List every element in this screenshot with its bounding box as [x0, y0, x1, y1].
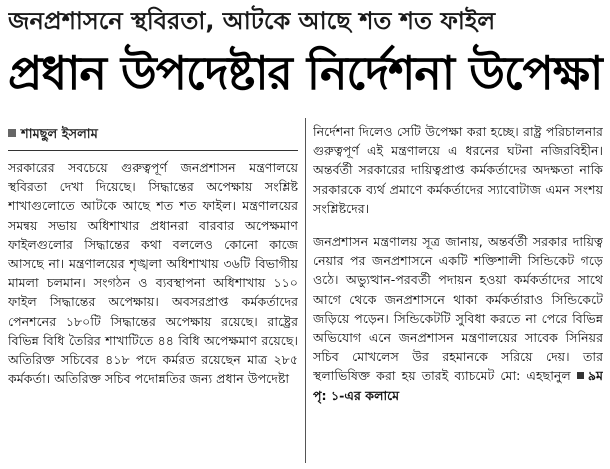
article-paragraph [313, 232, 603, 405]
byline-square-icon [8, 129, 16, 137]
article-paragraph: নির্দেশনা দিলেও সেটি উপেক্ষা করা হচ্ছে। রাষ্ট্র পরিচালনার গুরুত্বপূর্ণ এই মন্ত্রণালয়ে এ ধরনের ঘটনা নজিরবিহীন। অন্তর্বর্তী সরকারের দায়িত্বপ্রাপ্ত কর্মকর্তাদের অদক্ষতা নাকি সরকারকে ব্যর্থ প্রমাণে কর্মকর্তাদের স্যাবোটাজ এমন সংশয় সংশ্লিষ্টদের। [313, 124, 603, 216]
column-divider [305, 118, 306, 463]
article-paragraph-text: জনপ্রশাসন মন্ত্রণালয় সূত্র জানায়, অন্তর্বর্তী সরকার দায়িত্ব নেয়ার পর জনপ্রশাসনে একটি শক্তিশালী সিন্ডিকেট গড়ে ওঠে। অভ্যুত্থান-পরবর্তী পদায়ন হওয়া কর্মকর্তাদের সাথে আগে থেকে জনপ্রশাসনে থাকা কর্মকর্তারাও সিন্ডিকেটে জড়িয়ে পড়েন। সিন্ডিকেটটি সুবিধা করতে না পেরে বিভিন্ন অভিযোগ এনে জনপ্রশাসন মন্ত্রণালয়ের সাবেক সিনিয়র সচিব মোখলেস উর রহমানকে সরিয়ে দেয়। তার স্থলাভিষিক্ত করা হয় তারই ব্যাচমেট মো: এহছানুল [313, 234, 603, 384]
kicker-headline: জনপ্রশাসনে স্থবিরতা, আটকে আছে শত শত ফাইল [8, 7, 496, 35]
byline [8, 126, 298, 144]
article-column-right [313, 122, 603, 464]
main-headline: প্রধান উপদেষ্টার নির্দেশনা উপেক্ষা [8, 46, 603, 100]
continuation-label: ৯ম পৃ: ১-এর কলামে [313, 368, 603, 403]
byline-rule [8, 150, 298, 151]
byline-author: শামছুল ইসলাম [21, 127, 98, 142]
article-paragraph: সরকারের সবচেয়ে গুরুত্বপূর্ণ জনপ্রশাসন মন্ত্রণালয়ে স্থবিরতা দেখা দিয়েছে। সিদ্ধান্তের অপেক্ষায় সংশ্লিষ্ট শাখাগুলোতে আটকে আছে শত শত ফাইল। মন্ত্রণালয়ের সমন্বয় সভায় অধিশাখার প্রধানরা বারবার অপেক্ষমাণ ফাইলগুলোর সিদ্ধান্তের কথা বললেও কোনো কাজে আসছে না। মন্ত্রণালয়ের শৃঙ্খলা অধিশাখায় ৩৬টি বিভাগীয় মামলা চলমান। সংগঠন ও ব্যবস্থাপনা অধিশাখায় ১১০ ফাইল সিদ্ধান্তের অপেক্ষায়। অবসরপ্রাপ্ত কর্মকর্তাদের পেনশনের ১৮০টি সিদ্ধান্তের অপেক্ষায় রয়েছে। রাষ্ট্রের বিভিন্ন বিধি তৈরির শাখাটিতে ৪৪ বিধি অপেক্ষমাণ রয়েছে। অতিরিক্ত সচিবের ৪১৮ পদে কর্মরত রয়েছেন মাত্র ২৮৫ কর্মকর্তা। অতিরিক্ত সচিব পদোন্নতির জন্য প্রধান উপদেষ্টা [8, 160, 298, 387]
article-column-left [8, 158, 298, 464]
continuation-square-icon [577, 372, 584, 379]
